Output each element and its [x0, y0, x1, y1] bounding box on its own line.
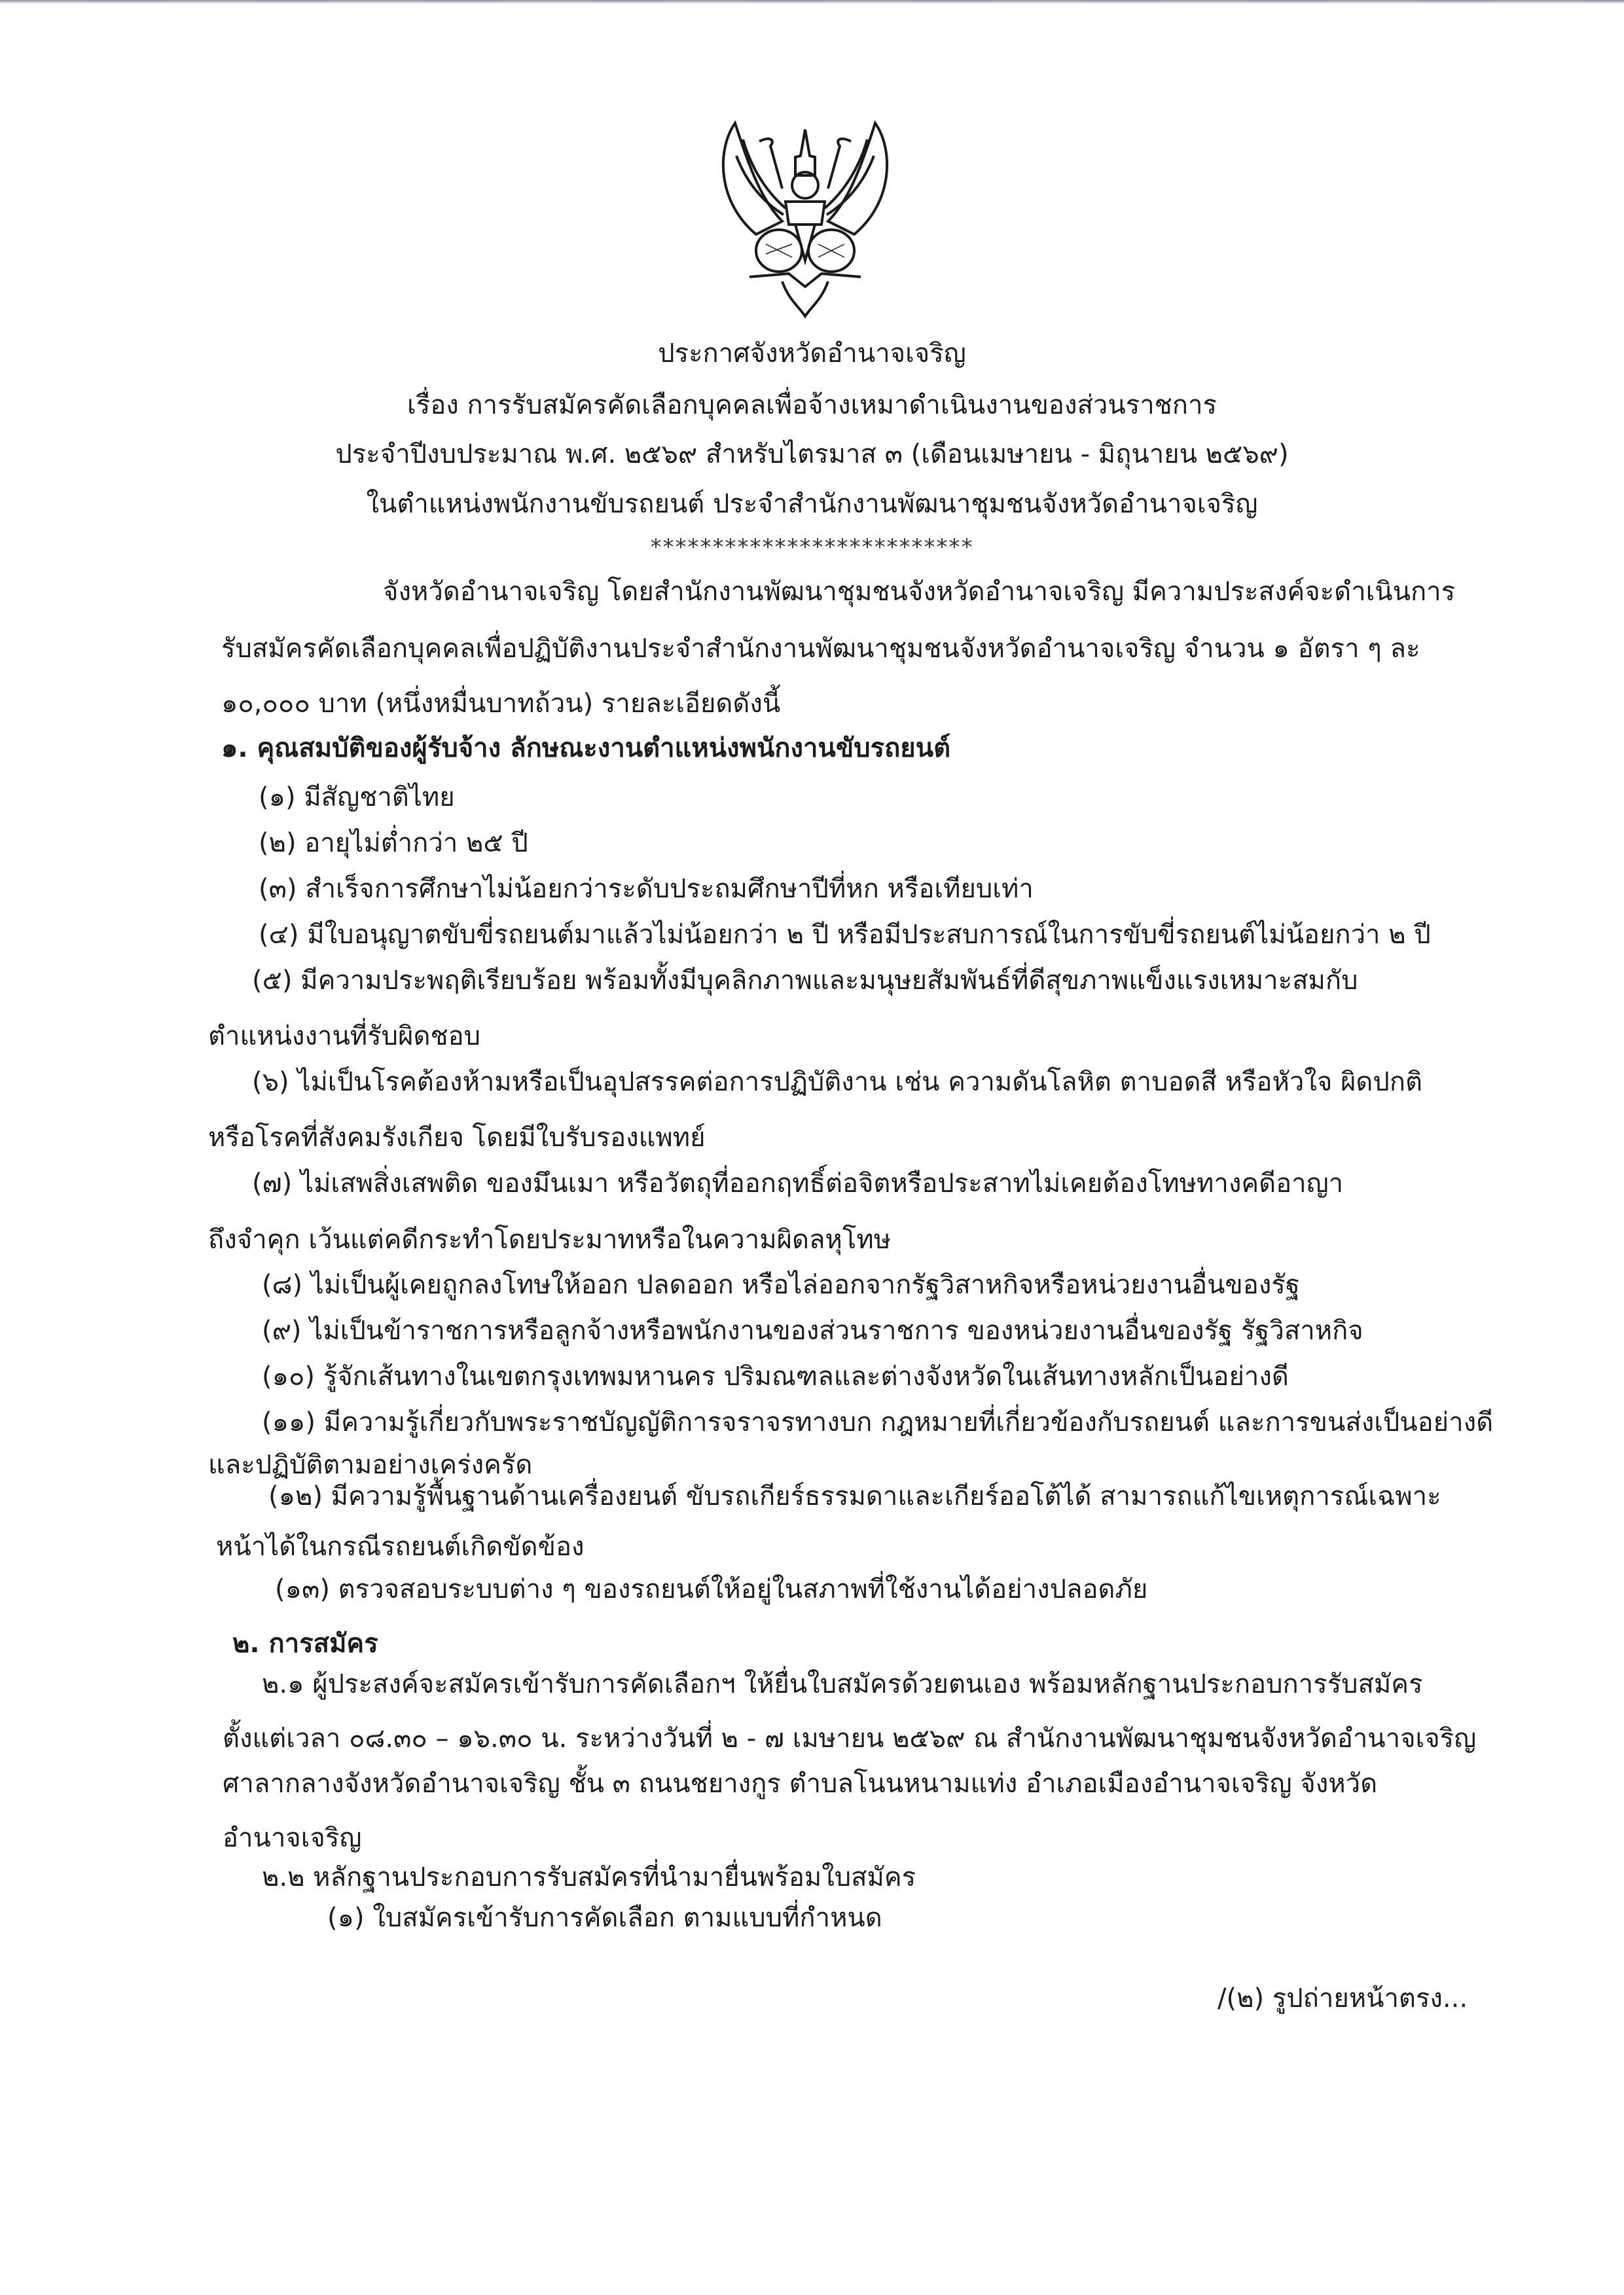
- qualification-item-2: (๒) อายุไม่ต่ำกว่า ๒๕ ปี: [259, 828, 528, 858]
- qualification-item-5: (๕) มีความประพฤติเรียบร้อย พร้อมทั้งมีบุคลิกภาพและมนุษยสัมพันธ์ที่ดีสุขภาพแข็งแรงเหมาะสมกับ: [252, 966, 1358, 996]
- document-subject-line2: ประจำปีงบประมาณ พ.ศ. ๒๕๖๙ สำหรับไตรมาส ๓ (เดือนเมษายน - มิถุนายน ๒๕๖๙): [335, 439, 1289, 469]
- qualification-item-11-cont: และปฏิบัติตามอย่างเคร่งครัด: [208, 1450, 533, 1480]
- qualification-item-12-cont: หน้าได้ในกรณีรถยนต์เกิดขัดข้อง: [216, 1532, 585, 1562]
- document-title: ประกาศจังหวัดอำนาจเจริญ: [658, 338, 966, 369]
- qualification-item-13: (๑๓) ตรวจสอบระบบต่าง ๆ ของรถยนต์ให้อยู่ในสภาพที่ใช้งานได้อย่างปลอดภัย: [275, 1574, 1148, 1604]
- section1-heading: ๑. คุณสมบัติของผู้รับจ้าง ลักษณะงานตำแหน่งพนักงานขับรถยนต์: [221, 733, 951, 763]
- qualification-item-4: (๔) มีใบอนุญาตขับขี่รถยนต์มาแล้วไม่น้อยกว่า ๒ ปี หรือมีประสบการณ์ในการขับขี่รถยนต์ไม่น้อยกว่า ๒ ปี: [259, 920, 1431, 950]
- qualification-item-8: (๘) ไม่เป็นผู้เคยถูกลงโทษให้ออก ปลดออก หรือไล่ออกจากรัฐวิสาหกิจหรือหน่วยงานอื่นของรัฐ: [262, 1270, 1300, 1300]
- application-2-1-line4: อำนาจเจริญ: [223, 1823, 362, 1853]
- qualification-item-9: (๙) ไม่เป็นข้าราชการหรือลูกจ้างหรือพนักงานของส่วนราชการ ของหน่วยงานอื่นของรัฐ รัฐวิสาหกิจ: [262, 1316, 1363, 1346]
- application-2-2-item1: (๑) ใบสมัครเข้ารับการคัดเลือก ตามแบบที่กำหนด: [327, 1903, 882, 1933]
- intro-line-3: ๑๐,๐๐๐ บาท (หนึ่งหมื่นบาทถ้วน) รายละเอียดดังนี้: [221, 689, 781, 719]
- application-2-1-line3: ศาลากลางจังหวัดอำนาจเจริญ ชั้น ๓ ถนนชยางกูร ตำบลโนนหนามแท่ง อำเภอเมืองอำนาจเจริญ จังหวัด: [223, 1769, 1378, 1799]
- application-2-2: ๒.๒ หลักฐานประกอบการรับสมัครที่นำมายื่นพร้อมใบสมัคร: [262, 1862, 916, 1892]
- qualification-item-11: (๑๑) มีความรู้เกี่ยวกับพระราชบัญญัติการจราจรทางบก กฎหมายที่เกี่ยวข้องกับรถยนต์ และการขนส่งเป็นอย่างดี: [262, 1407, 1494, 1437]
- application-2-1-line2: ตั้งแต่เวลา ๐๘.๓๐ – ๑๖.๓๐ น. ระหว่างวันที่ ๒ - ๗ เมษายน ๒๕๖๙ ณ สำนักงานพัฒนาชุมชนจังหวัดอำนาจเจริญ: [223, 1724, 1477, 1754]
- qualification-item-6: (๖) ไม่เป็นโรคต้องห้ามหรือเป็นอุปสรรคต่อการปฏิบัติงาน เช่น ความดันโลหิต ตาบอดสี หรือหัวใจ ผิดปกติ: [252, 1067, 1422, 1097]
- intro-line-2: รับสมัครคัดเลือกบุคคลเพื่อปฏิบัติงานประจำสำนักงานพัฒนาชุมชนจังหวัดอำนาจเจริญ จำนวน ๑ อัตรา ๆ ละ: [221, 634, 1420, 664]
- qualification-item-5-cont: ตำแหน่งงานที่รับผิดชอบ: [208, 1021, 481, 1051]
- qualification-item-1: (๑) มีสัญชาติไทย: [259, 782, 455, 812]
- scan-edge: [0, 0, 1624, 4]
- intro-line-1: จังหวัดอำนาจเจริญ โดยสำนักงานพัฒนาชุมชนจังหวัดอำนาจเจริญ มีความประสงค์จะดำเนินการ: [383, 577, 1456, 607]
- section2-heading: ๒. การสมัคร: [232, 1629, 378, 1659]
- separator-stars: **************************: [650, 534, 974, 560]
- garuda-emblem-icon: [710, 110, 900, 319]
- document-subject-line3: ในตำแหน่งพนักงานขับรถยนต์ ประจำสำนักงานพัฒนาชุมชนจังหวัดอำนาจเจริญ: [366, 489, 1258, 519]
- qualification-item-6-cont: หรือโรคที่สังคมรังเกียจ โดยมีใบรับรองแพทย์: [208, 1123, 706, 1153]
- qualification-item-10: (๑๐) รู้จักเส้นทางในเขตกรุงเทพมหานคร ปริมณฑลและต่างจังหวัดในเส้นทางหลักเป็นอย่างดี: [262, 1362, 1289, 1392]
- qualification-item-12: (๑๒) มีความรู้พื้นฐานด้านเครื่องยนต์ ขับรถเกียร์ธรรมดาและเกียร์ออโต้ได้ สามารถแก้ไขเหตุการณ์เฉพาะ: [268, 1481, 1441, 1511]
- qualification-item-3: (๓) สำเร็จการศึกษาไม่น้อยกว่าระดับประถมศึกษาปีที่หก หรือเทียบเท่า: [259, 874, 1034, 904]
- qualification-item-7-cont: ถึงจำคุก เว้นแต่คดีกระทำโดยประมาทหรือในความผิดลหุโทษ: [208, 1225, 892, 1255]
- application-2-1-line1: ๒.๑ ผู้ประสงค์จะสมัครเข้ารับการคัดเลือกฯ ให้ยื่นใบสมัครด้วยตนเอง พร้อมหลักฐานประกอบการรับสมัคร: [262, 1669, 1423, 1699]
- continuation-note: /(๒) รูปถ่ายหน้าตรง...: [1218, 1983, 1468, 2014]
- document-subject: เรื่อง การรับสมัครคัดเลือกบุคคลเพื่อจ้างเหมาดำเนินงานของส่วนราชการ: [407, 390, 1217, 420]
- qualification-item-7: (๗) ไม่เสพสิ่งเสพติด ของมึนเมา หรือวัตถุที่ออกฤทธิ์ต่อจิตหรือประสาทไม่เคยต้องโทษทางคดีอาญา: [252, 1168, 1344, 1199]
